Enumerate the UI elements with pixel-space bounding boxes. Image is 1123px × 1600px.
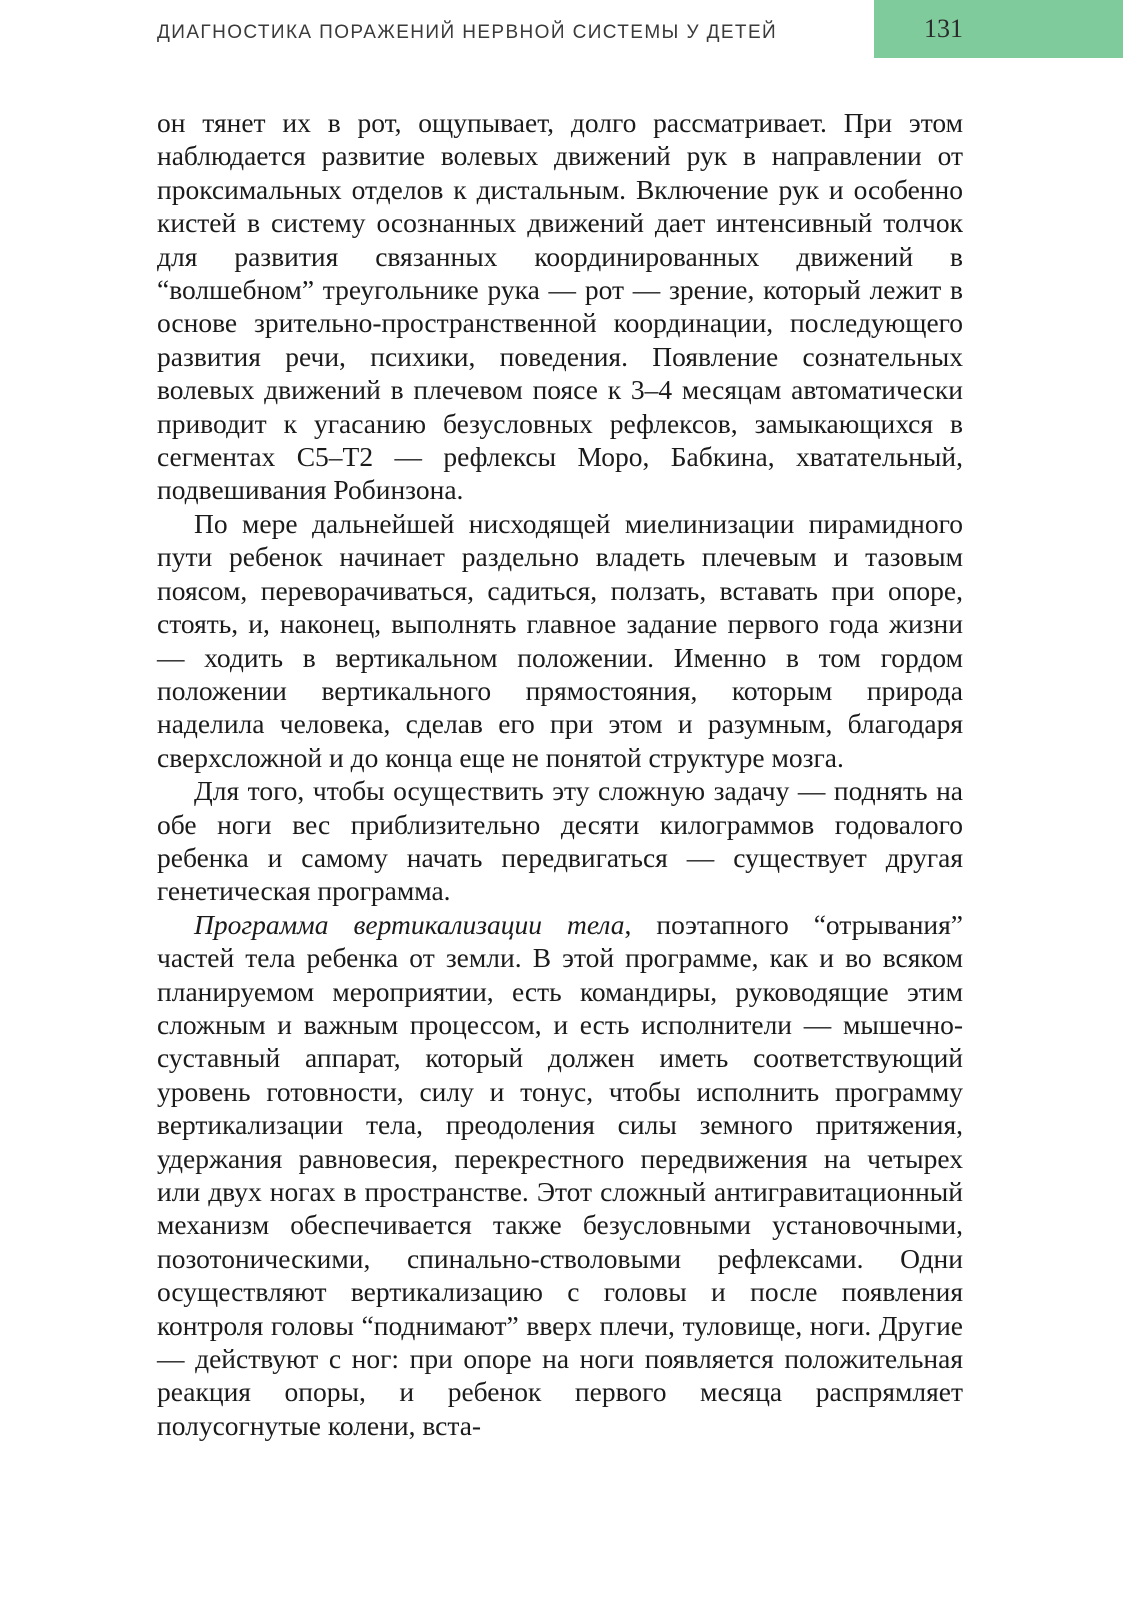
paragraph-4-text: , поэтапного “отрывания” частей тела ребенка от земли. В этой программе, как и во всяком планируемом мероприятии, есть командиры, руководящие этим сложным и важным процессом, и есть исполнители — мышечно-суставный аппарат, который должен иметь соответствующий уровень готовности, силу и тонус, чтобы исполнить программу вертикализации тела, преодоления силы земного притяжения, удержания равновесия, перекрестного передвижения на четырех или двух ногах в пространстве. Этот сложный антигравитационный механизм обеспечивается также безусловными установочными, позотоническими, спинально-стволовыми рефлексами. Одни осуществляют вертикализацию с головы и после появления контроля головы “поднимают” вверх плечи, туловище, ноги. Другие — действуют с ног: при опоре на ноги появляется положительная реакция опоры, и ребенок первого месяца распрямляет полусогнутые колени, вста-	[157, 908, 963, 1441]
paragraph-3: Для того, чтобы осуществить эту сложную задачу — поднять на обе ноги вес приблизительно десяти килограммов годовалого ребенка и самому начать передвигаться — существует другая генетическая программа.	[157, 775, 963, 907]
page-number: 131	[924, 14, 963, 43]
paragraph-2: По мере дальнейшей нисходящей миелинизации пирамидного пути ребенок начинает раздельно владеть плечевым и тазовым поясом, переворачиваться, садиться, ползать, вставать при опоре, стоять, и, наконец, выполнять главное задание первого года жизни — ходить в вертикальном положении. Именно в том гордом положении вертикального прямостояния, которым природа наделила человека, сделав его при этом и разумным, благодаря сверхсложной и до конца еще не понятой структуре мозга.	[157, 507, 963, 773]
body-text	[157, 106, 963, 1442]
paragraph-4	[157, 908, 963, 1443]
paragraph-1: он тянет их в рот, ощупывает, долго рассматривает. При этом наблюдается развитие волевых движений рук в направлении от проксимальных отделов к дистальным. Включение рук и особенно кистей в систему осознанных движений дает интенсивный толчок для развития связанных координированных движений в “волшебном” треугольнике рука — рот — зрение, который лежит в основе зрительно-пространственной координации, последующего развития речи, психики, поведения. Появление сознательных волевых движений в плечевом поясе к 3–4 месяцам автоматически приводит к угасанию безусловных рефлексов, замыкающихся в сегментах С5–Т2 — рефлексы Моро, Бабкина, хватательный, подвешивания Робинзона.	[157, 107, 963, 506]
running-header: ДИАГНОСТИКА ПОРАЖЕНИЙ НЕРВНОЙ СИСТЕМЫ У ДЕТЕЙ	[157, 22, 778, 43]
page-number-tab	[874, 0, 1123, 58]
emphasized-term: Программа вертикализации тела	[194, 908, 625, 940]
